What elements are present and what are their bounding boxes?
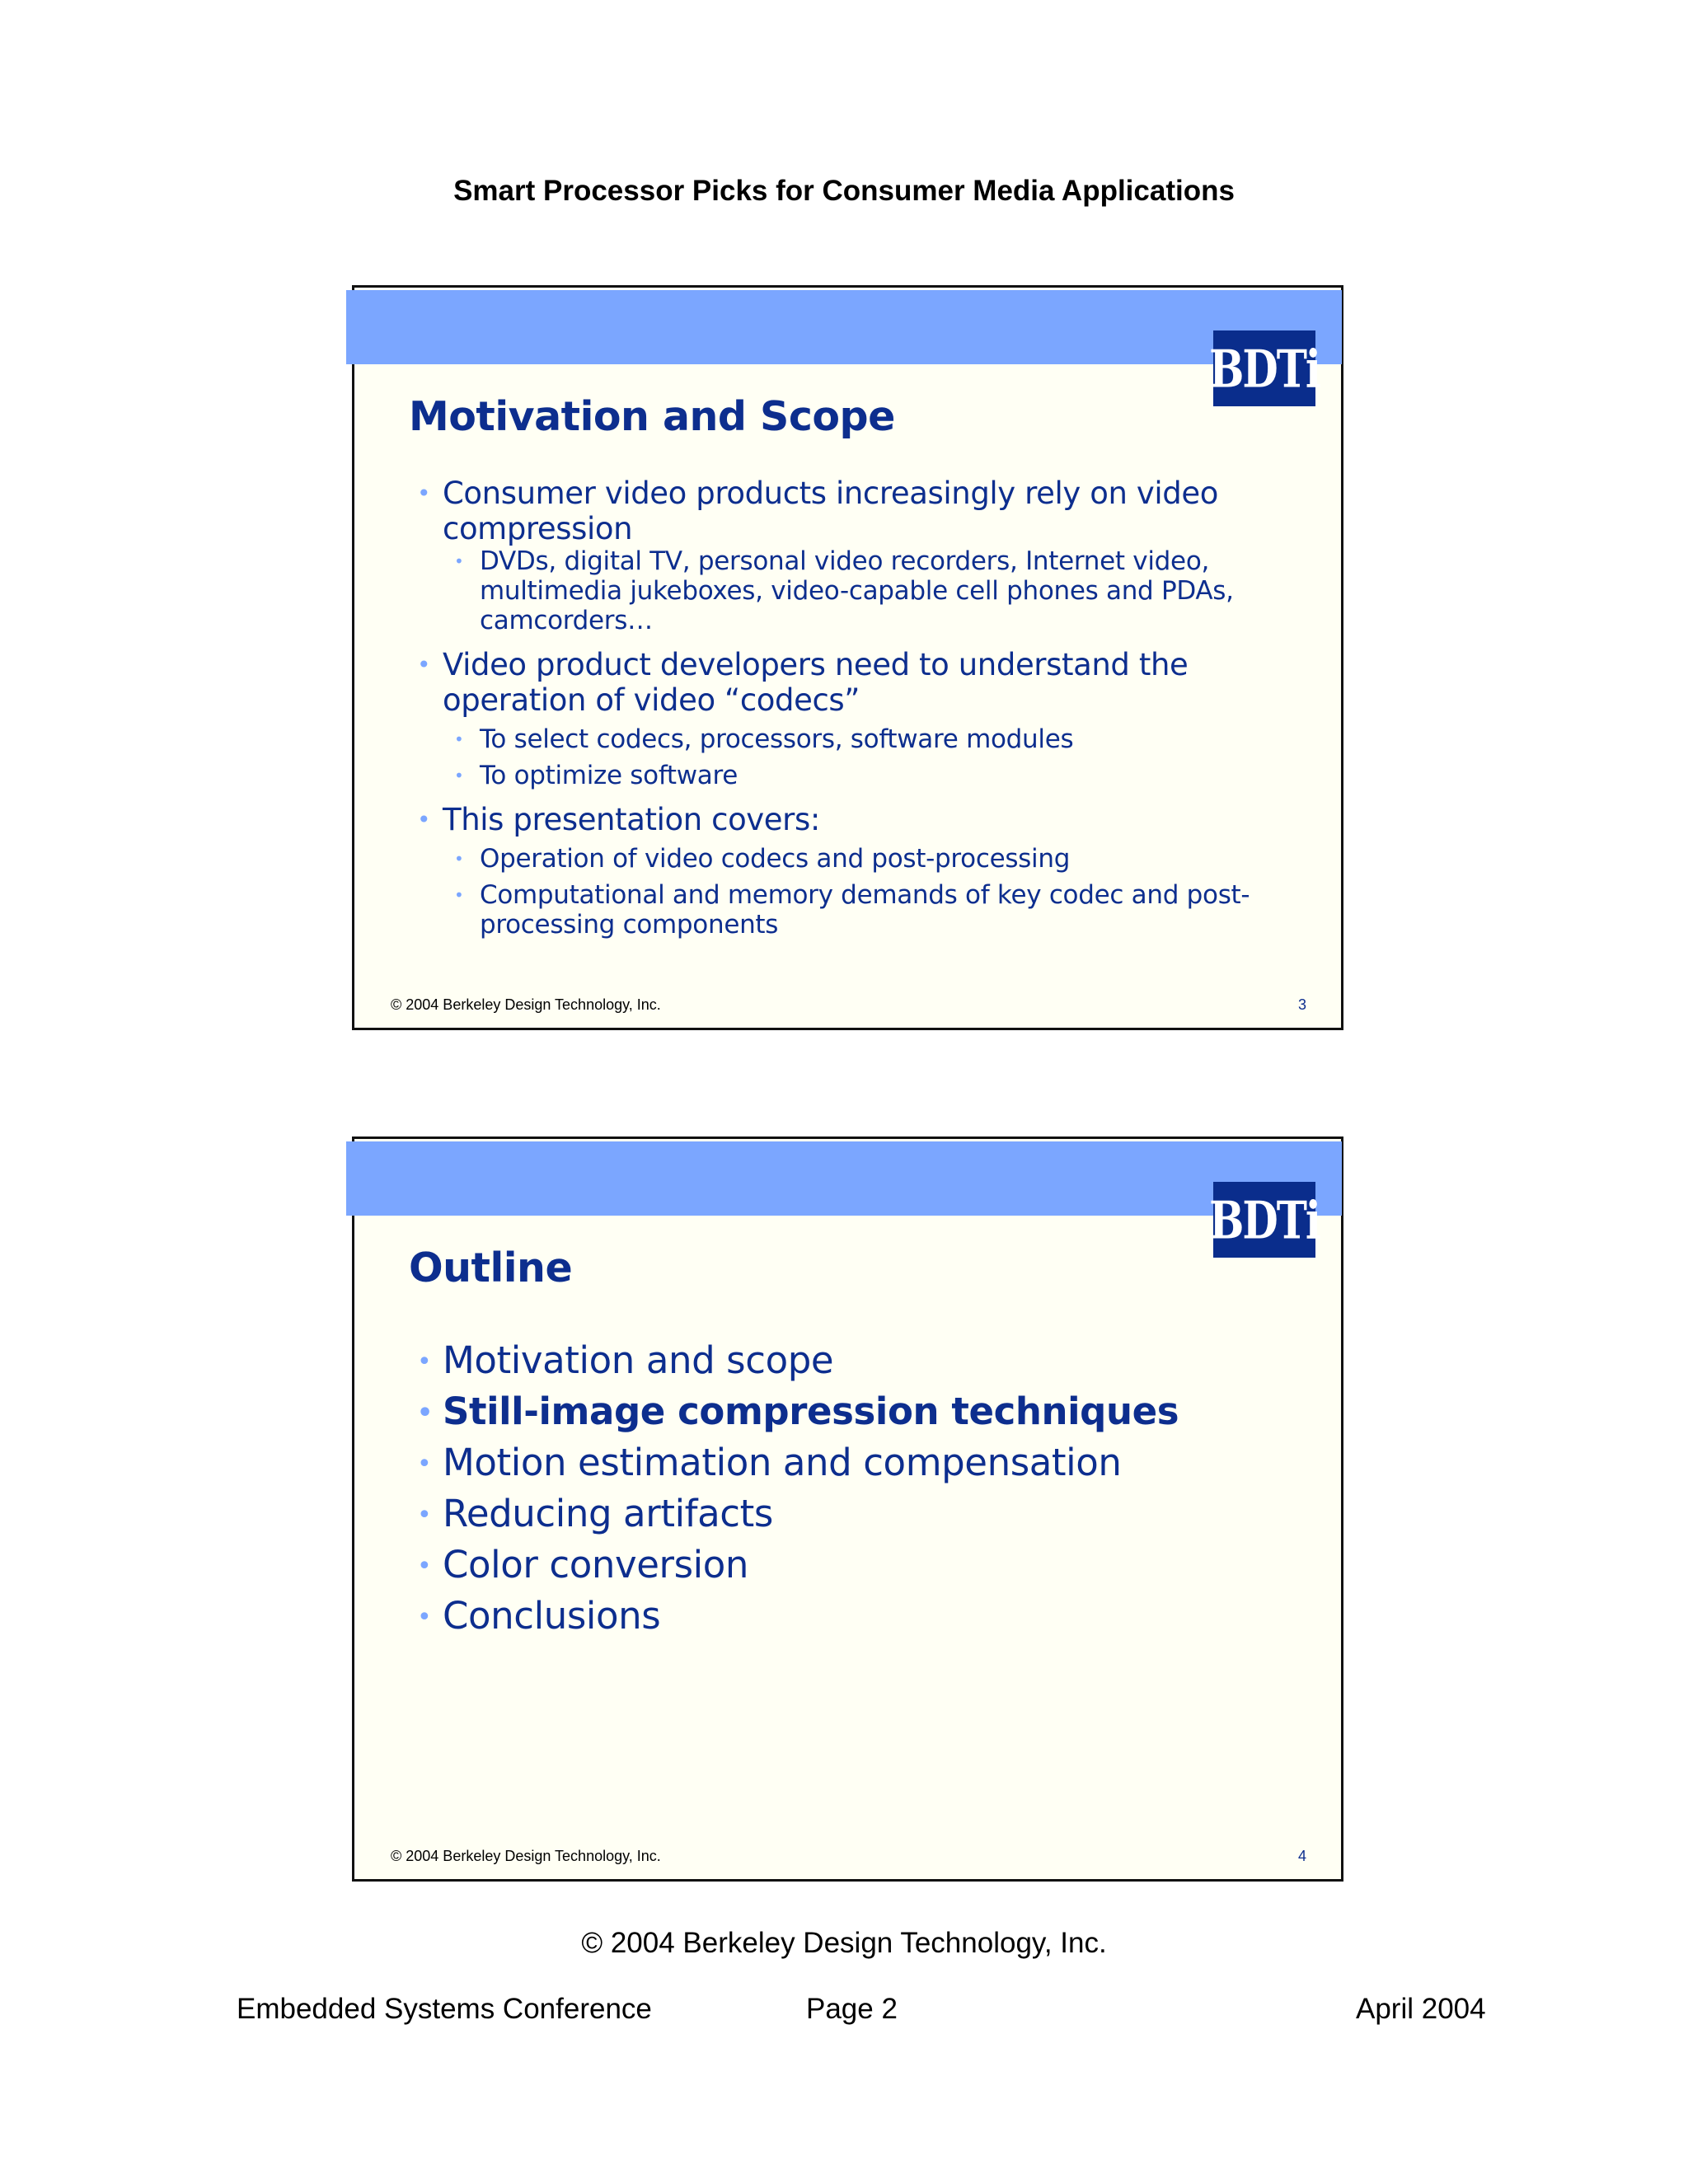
slide-outline [352, 1137, 1343, 1882]
slide-number: 3 [1297, 996, 1306, 1013]
bullet-item [417, 802, 1266, 837]
outline-item [417, 1335, 1266, 1386]
bullet-dot-icon: • [417, 1399, 433, 1427]
footer-page-number: Page 2 [806, 1993, 898, 2025]
footer-date: April 2004 [1356, 1993, 1486, 2025]
bdti-logo-text: BDTi [1209, 1189, 1320, 1250]
bullet-dot-icon: • [454, 551, 464, 571]
sub-bullet-item [417, 880, 1266, 940]
outline-list [417, 1335, 1266, 1642]
outline-item-text: Conclusions [443, 1594, 661, 1638]
bullet-dot-icon: • [454, 885, 464, 905]
bdti-logo [1209, 1182, 1320, 1258]
outline-item-text: Motion estimation and compensation [443, 1441, 1122, 1484]
outline-item-text: Reducing artifacts [443, 1492, 773, 1535]
bullet-dot-icon: • [417, 1450, 432, 1479]
bdti-logo [1209, 330, 1320, 406]
bullet-item [417, 476, 1266, 546]
bullet-dot-icon: • [417, 1552, 432, 1581]
sub-bullet-text: Computational and memory demands of key codec and post-processing components [480, 880, 1250, 940]
page-copyright: © 2004 Berkeley Design Technology, Inc. [581, 1927, 1107, 1959]
outline-item [417, 1540, 1266, 1591]
slide-copyright: © 2004 Berkeley Design Technology, Inc. [391, 1848, 661, 1864]
slide-header-band [346, 290, 1342, 364]
slide-motivation-and-scope [352, 285, 1343, 1030]
bullet-text: Consumer video products increasingly rely on video compression [443, 476, 1218, 546]
slide-header-band [346, 1141, 1342, 1216]
bullet-dot-icon: • [417, 651, 431, 678]
slide-copyright: © 2004 Berkeley Design Technology, Inc. [391, 996, 661, 1013]
sub-bullet-item [417, 844, 1266, 874]
bullet-dot-icon: • [417, 1347, 432, 1376]
sub-bullet-item [417, 761, 1266, 790]
outline-item-text: Still-image compression techniques [443, 1390, 1179, 1433]
outline-item [417, 1488, 1266, 1540]
bullet-dot-icon: • [417, 806, 431, 833]
outline-item-current [417, 1386, 1266, 1437]
bullet-dot-icon: • [417, 1603, 432, 1632]
footer-conference: Embedded Systems Conference [237, 1993, 652, 2025]
bullet-dot-icon: • [417, 480, 431, 507]
bullet-list [417, 476, 1266, 940]
bdti-logo-text: BDTi [1209, 338, 1320, 399]
outline-item-text: Color conversion [443, 1543, 749, 1586]
sub-bullet-item [417, 724, 1266, 754]
sub-bullet-item [417, 546, 1266, 635]
slide-title: Outline [409, 1244, 573, 1291]
document-header-title: Smart Processor Picks for Consumer Media Applications [453, 175, 1235, 207]
bullet-dot-icon: • [454, 849, 464, 869]
bullet-text: This presentation covers: [443, 802, 820, 837]
sub-bullet-text: To optimize software [480, 761, 738, 790]
outline-item [417, 1437, 1266, 1488]
bullet-item [417, 647, 1266, 718]
outline-item [417, 1591, 1266, 1642]
sub-bullet-text: To select codecs, processors, software modules [480, 724, 1074, 754]
outline-item-text: Motivation and scope [443, 1338, 834, 1382]
slide-number: 4 [1297, 1848, 1306, 1864]
bullet-text: Video product developers need to understand the operation of video “codecs” [443, 647, 1189, 718]
bullet-dot-icon: • [454, 729, 464, 749]
sub-bullet-text: DVDs, digital TV, personal video recorders, Internet video, multimedia jukeboxes, video-capable cell phones and PDAs, camcorders… [480, 546, 1234, 635]
sub-bullet-text: Operation of video codecs and post-processing [480, 844, 1071, 874]
bullet-dot-icon: • [454, 766, 464, 785]
slide-title: Motivation and Scope [409, 393, 895, 440]
bullet-dot-icon: • [417, 1501, 432, 1530]
